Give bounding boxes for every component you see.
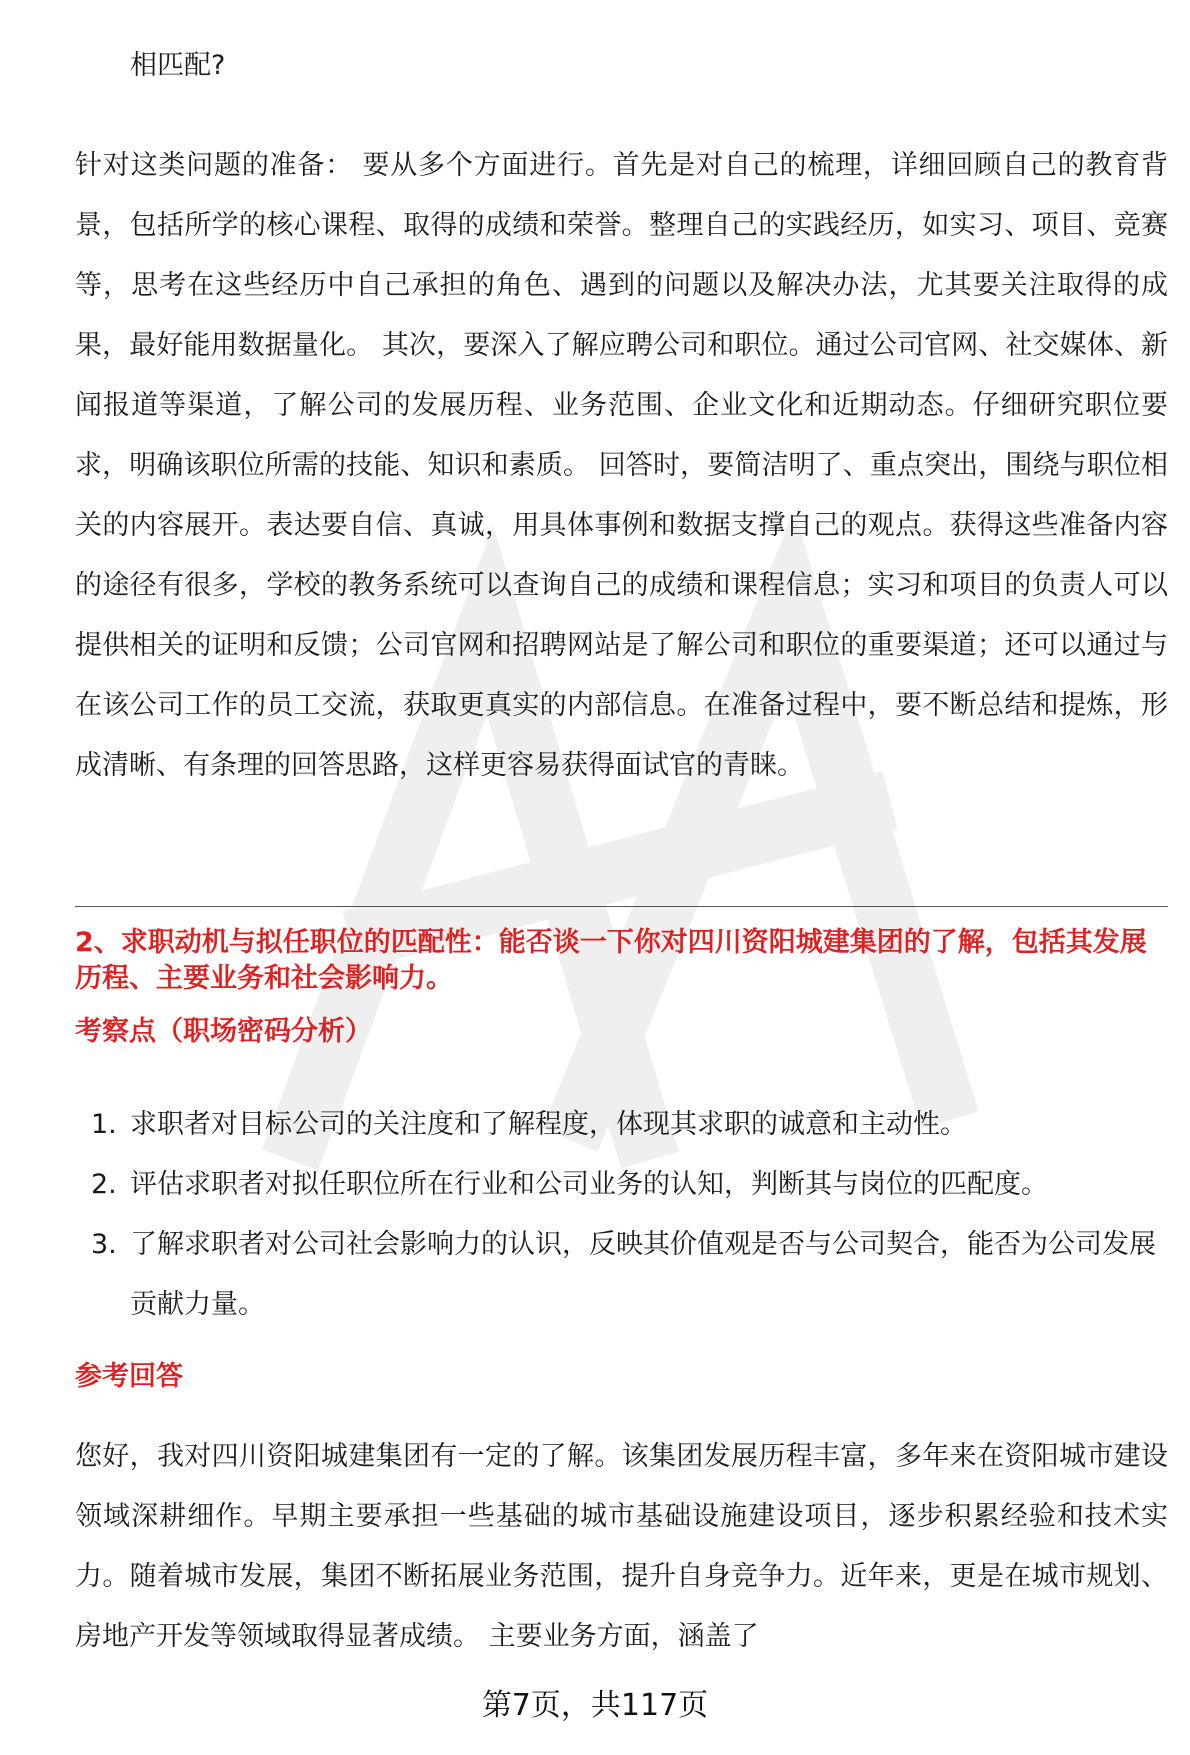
list-item (75, 1095, 1168, 1155)
page-footer: 第7页，共117页 (481, 1688, 709, 1723)
focus-points-list (75, 1095, 1168, 1335)
list-item-text: 求职者对目标公司的关注度和了解程度，体现其求职的诚意和主动性。 (130, 1109, 967, 1140)
answer-heading: 参考回答 (75, 1361, 183, 1392)
question-heading: 2、求职动机与拟任职位的匹配性：能否谈一下你对四川资阳城建集团的了解，包括其发展历程、主要业务和社会影响力。 (75, 927, 1147, 994)
answer-paragraph: 您好，我对四川资阳城建集团有一定的了解。该集团发展历程丰富，多年来在资阳城市建设领域深耕细作。早期主要承担一些基础的城市基础设施建设项目，逐步积累经验和技术实力。随着城市发展，集团不断拓展业务范围，提升自身竞争力。近年来，更是在城市规划、房地产开发等领域取得显著成绩。 主要业务方面，涵盖了 (75, 1441, 1168, 1652)
focus-heading: 考察点（职场密码分析） (75, 1016, 372, 1047)
section-divider (75, 906, 1168, 907)
list-number: 1. (91, 1109, 117, 1140)
continuation-line: 相匹配? (130, 50, 226, 81)
preparation-paragraph: 针对这类问题的准备： 要从多个方面进行。首先是对自己的梳理，详细回顾自己的教育背景，包括所学的核心课程、取得的成绩和荣誉。整理自己的实践经历，如实习、项目、竞赛等，思考在这些经历中自己承担的角色、遇到的问题以及解决办法，尤其要关注取得的成果，最好能用数据量化。 其次，要深入了解应聘公司和职位。通过公司官网、社交媒体、新闻报道等渠道，了解公司的发展历程、业务范围、企业文化和近期动态。仔细研究职位要求，明确该职位所需的技能、知识和素质。 回答时，要简洁明了、重点突出，围绕与职位相关的内容展开。表达要自信、真诚，用具体事例和数据支撑自己的观点。获得这些准备内容的途径有很多，学校的教务系统可以查询自己的成绩和课程信息；实习和项目的负责人可以提供相关的证明和反馈；公司官网和招聘网站是了解公司和职位的重要渠道；还可以通过与在该公司工作的员工交流，获取更真实的内部信息。在准备过程中，要不断总结和提炼，形成清晰、有条理的回答思路，这样更容易获得面试官的青睐。 (75, 150, 1168, 781)
list-item-text: 评估求职者对拟任职位所在行业和公司业务的认知，判断其与岗位的匹配度。 (130, 1169, 1048, 1200)
list-item (75, 1215, 1168, 1335)
list-item (75, 1155, 1168, 1215)
list-number: 3. (91, 1229, 117, 1260)
list-item-text: 了解求职者对公司社会影响力的认识，反映其价值观是否与公司契合，能否为公司发展贡献力量。 (130, 1229, 1156, 1320)
list-number: 2. (91, 1169, 117, 1200)
